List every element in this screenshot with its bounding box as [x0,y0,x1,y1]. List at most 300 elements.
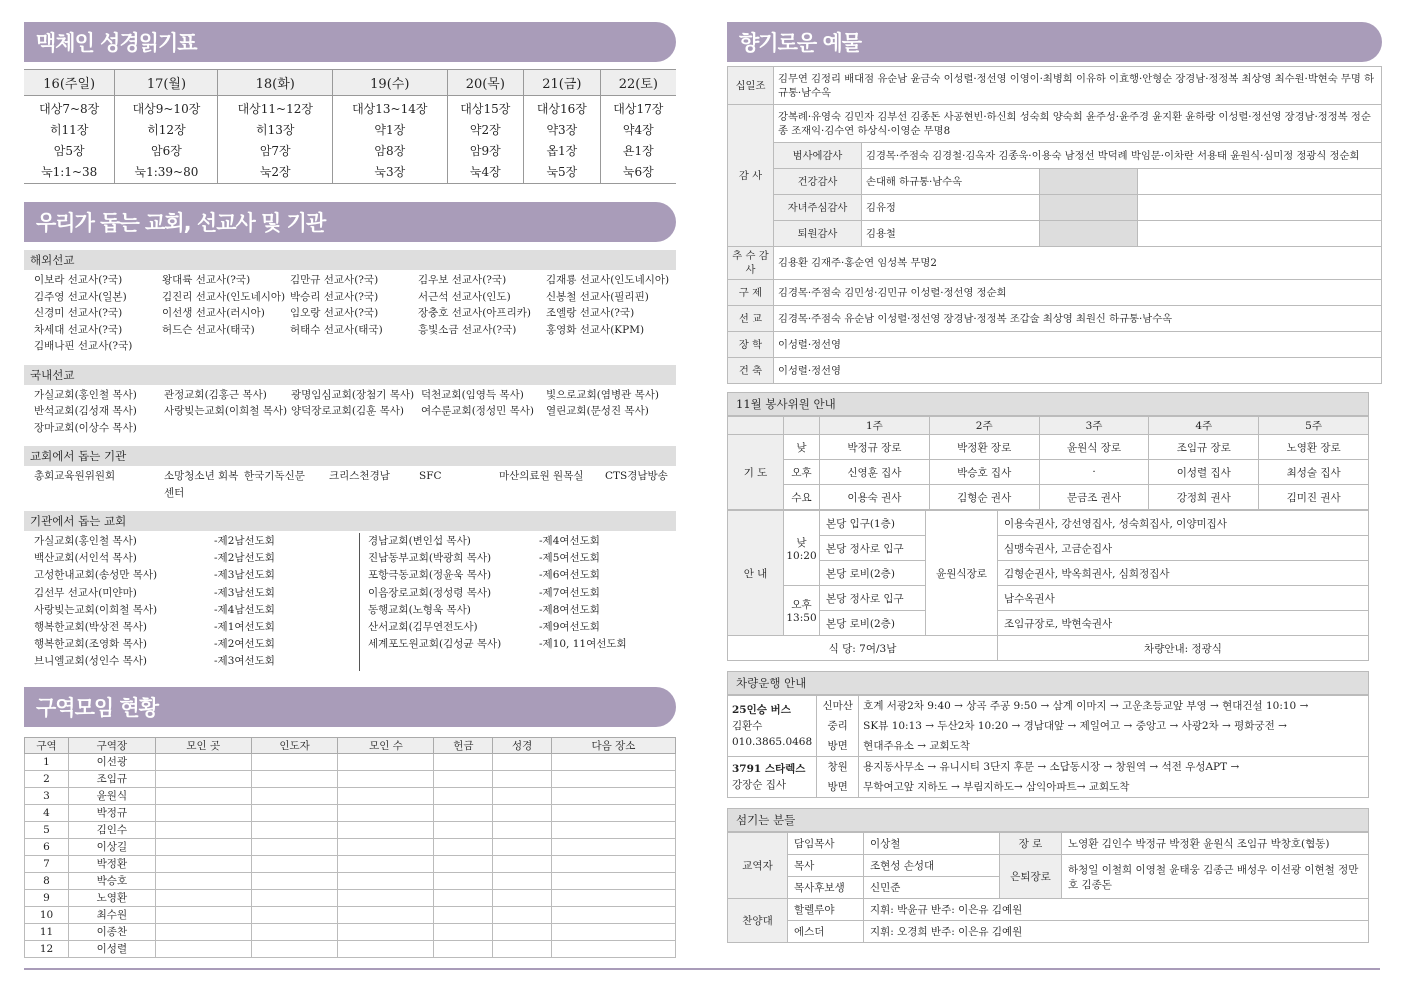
blank-cell [1138,195,1382,221]
region-leader: 노영환 [69,889,156,906]
region-col-header: 다음 장소 [552,737,676,753]
institution-churches-heading: 기관에서 돕는 교회 [24,511,676,531]
table-row [25,940,676,957]
reading-item: 대상7~8장 [39,102,100,116]
bus1-route: 호계 서광2차 9:40 → 상곡 주공 9:50 → 삼계 이마지 → 고운초등교앞 부영 → 현대건설 10:10 → [859,696,1369,717]
prayer-leader: 문금조 권사 [1039,485,1149,510]
missionary-item: 흥빛소금 선교사(?국) [418,323,517,336]
thanks-type: 건강감사 [774,169,862,195]
blank-cell [493,872,552,889]
thanks-type: 범사에감사 [774,143,862,169]
building-label: 건 축 [728,358,774,384]
prayer-leader: 박정환 장로 [929,435,1039,460]
service-time: 수요 [784,485,820,510]
supporting-group: -제7여선도회 [539,586,600,599]
prayer-leader: 신영훈 집사 [820,460,930,485]
missionary-item: 왕대륙 선교사(?국) [162,274,251,286]
blank-cell [552,804,676,821]
blank-cell [784,417,820,435]
region-number: 11 [25,923,69,940]
blank-cell [1138,169,1382,195]
reading-item: 약1장 [374,123,406,137]
region-number: 4 [25,804,69,821]
supported-church [359,653,539,670]
org-item: 마산의료원 원목실 [499,470,584,482]
supporting-group: -제5여선도회 [539,552,600,565]
missionary-item: 조엘랑 선교사(?국) [546,307,635,319]
missionary-item: 장충호 선교사(아프리카) [418,307,531,319]
guide-location: 본당 정사로 입구 [820,536,926,561]
missionary-item: 허태수 선교사(태국) [290,323,383,336]
prayer-leader: 김형순 권사 [929,485,1039,510]
supported-church: 산서교회(김무연전도사) [359,619,539,636]
blank-cell [552,838,676,855]
bus2-info: 3791 스타렉스 강장순 집사 [728,757,817,798]
table-row [25,753,676,770]
guide-names: 심맹숙권사, 고금순집사 [998,536,1369,561]
supported-church: 김선무 선교사(미얀마) [34,586,137,599]
bus1-route: SK뷰 10:13 → 두산2차 10:20 → 경남대앞 → 제일여고 → 중앙고 → 사광2차 → 평화궁전 → [859,716,1369,736]
tithe-label: 십일조 [728,67,774,105]
supported-church: 세계포도원교회(김성균 목사) [359,636,539,653]
blank-cell [251,923,338,940]
blank-cell [251,940,338,957]
relief-label: 구 제 [728,280,774,306]
domestic-church-item: 덕천교회(임영득 목사) [421,388,524,401]
table-row [25,855,676,872]
bus1-area: 중리 [817,716,859,736]
guide-location: 본당 입구(1층) [820,511,926,536]
supported-church: 사랑빚는교회(이희철 목사) [34,603,158,616]
thanks-type-names: 손대해 하규통·남수옥 [862,169,1040,195]
supporting-group: -제6여선도회 [539,569,600,582]
choir-staff: 지휘: 박윤규 반주: 이은유 김예원 [864,899,1369,921]
day-header: 20(목) [447,70,524,96]
region-number: 8 [25,872,69,889]
blank-cell [434,889,493,906]
org-item: 한국기독신문 [244,470,305,482]
prayer-leader: 이용숙 권사 [820,485,930,510]
choir-staff: 지휘: 오경희 반주: 이은유 김예원 [864,921,1369,943]
blank-cell [155,923,251,940]
staff-title: 담임목사 [788,833,864,855]
week-header: 4주 [1149,417,1259,435]
blank-cell [155,787,251,804]
blank-cell [1138,221,1382,247]
blank-cell [155,872,251,889]
table-row [728,460,1369,485]
harvest-names: 김용환 김재주·홍순연 임성복 무명2 [774,247,1382,280]
reading-plan-banner: 맥체인 성경읽기표 [24,22,676,62]
bus1-route: 현대주유소 → 교회도착 [859,736,1369,757]
supported-church: 경남교회(변인섭 목사) [359,533,539,550]
blank-cell [338,770,434,787]
region-number: 12 [25,940,69,957]
blank-cell [251,821,338,838]
region-number: 9 [25,889,69,906]
blank-cell [155,770,251,787]
guide-location: 본당 로비(2층) [820,611,926,636]
prayer-leader: 강정희 권사 [1149,485,1259,510]
blank-cell [251,787,338,804]
domestic-church-item: 열린교회(문성진 목사) [546,405,649,417]
domestic-church-item: 사랑빚는교회(이희철 목사) [164,405,288,417]
blank-cell [251,753,338,770]
reading-item: 암5장 [53,144,85,158]
blank-cell [155,855,251,872]
blank-cell [155,889,251,906]
region-table [24,737,676,958]
reading-item: 대상15장 [460,102,511,116]
org-item: 총회교육원위원회 [34,470,116,482]
day-header: 21(금) [524,70,601,96]
region-col-header: 인도자 [251,737,338,753]
relief-names: 김경목·주점숙 김민성·김민규 이성렬·정선영 정순희 [774,280,1382,306]
blank-cell [493,923,552,940]
blank-cell [1040,221,1138,247]
table-row [25,923,676,940]
support-banner: 우리가 돕는 교회, 선교사 및 기관 [24,202,676,242]
blank-cell [434,753,493,770]
domestic-church-item: 장마교회(이상수 목사) [34,421,137,434]
reading-item: 대상11~12장 [237,102,313,116]
reading-item: 눅2장 [259,165,291,179]
blank-cell [434,838,493,855]
bus1-area: 방면 [817,736,859,757]
reading-item: 눅1:39~80 [134,165,199,179]
tithe-names: 김무연 김정리 배대점 유순남 윤금숙 이성렬·정선영 이영이·최병희 이유하 이효행·안형순 장경남·정정복 최상영 최수원·박현숙 무명 하규통·남수옥 [774,67,1382,105]
mission-names: 김경목·주점숙 유순남 이성렬·정선영 장경남·정정복 조갑술 최상영 최원신 하규통·남수옥 [774,306,1382,332]
blank-cell [251,804,338,821]
org-item: 크리스천경남 [329,470,390,482]
reading-plan-table [24,69,676,184]
region-leader: 김인수 [69,821,156,838]
supporting-group: -제3남선도회 [214,586,275,599]
table-row [728,435,1369,460]
blank-cell [493,838,552,855]
thanks-type-names: 김용철 [862,221,1040,247]
blank-cell [155,821,251,838]
right-column [727,22,1382,943]
supporting-group: -제3남선도회 [214,569,275,582]
blank-cell [493,889,552,906]
blank-cell [338,889,434,906]
region-number: 5 [25,821,69,838]
supporting-group: -제8여선도회 [539,603,600,616]
prayer-leader: 조임규 장로 [1149,435,1259,460]
domestic-church-item: 반석교회(김성재 목사) [34,405,137,417]
reading-item: 대상17장 [613,102,664,116]
day-service-label: 낮 10:20 [784,511,820,586]
prayer-leader: 노영환 장로 [1259,435,1369,460]
blank-cell [434,855,493,872]
retired-elder-label: 은퇴장로 [1000,855,1062,899]
blank-cell [434,872,493,889]
region-number: 7 [25,855,69,872]
region-number: 1 [25,753,69,770]
supported-orgs-heading: 교회에서 돕는 기관 [24,446,676,466]
blank-cell [155,753,251,770]
table-row [25,821,676,838]
staff-label: 교역자 [728,833,788,899]
missionary-item: 김우보 선교사(?국) [418,274,507,286]
table-row [728,485,1369,510]
domestic-church-item: 빛으로교회(염병관 목사) [546,388,659,401]
day-header: 17(월) [115,70,218,96]
missionary-item: 홍영화 선교사(KPM) [546,323,645,336]
table-row [25,787,676,804]
guide-names: 남수옥권사 [998,586,1369,611]
supporting-group [539,653,664,670]
supporting-group: -제2남선도회 [214,535,275,547]
serve-table [727,832,1369,943]
choir-name: 할렐루야 [788,899,864,921]
domestic-mission-list [24,385,676,439]
table-row [25,770,676,787]
blank-cell [434,804,493,821]
missionary-item: 이선생 선교사(러시아) [162,307,265,319]
reading-item: 눅3장 [374,165,406,179]
blank-cell [552,923,676,940]
guide-location: 본당 정사로 입구 [820,586,926,611]
prayer-leader: 박승호 집사 [929,460,1039,485]
blank-cell [552,753,676,770]
staff-name: 신민준 [864,877,1000,899]
reading-item: 눅5장 [546,165,578,179]
supported-church: 진남동부교회(박광희 목사) [359,550,539,567]
reading-cell [218,96,333,184]
service-table [727,416,1369,510]
choir-name: 에스더 [788,921,864,943]
domestic-church-item: 양덕장로교회(김훈 목사) [291,405,404,417]
reading-item: 암9장 [469,144,501,158]
blank-cell [434,787,493,804]
missionary-item: 김배나핀 선교사(?국) [34,340,133,352]
blank-cell [251,889,338,906]
offering-banner: 향기로운 예물 [727,22,1382,62]
blank-cell [552,906,676,923]
overseas-mission-heading: 해외선교 [24,250,676,270]
blank-cell [493,855,552,872]
blank-cell [434,940,493,957]
reading-item: 암6장 [151,144,182,158]
supported-orgs-list [24,466,676,503]
reading-item: 암8장 [374,144,406,158]
thanks-type-names: 김유정 [862,195,1040,221]
blank-cell [434,906,493,923]
reading-cell [115,96,218,184]
blank-cell [434,770,493,787]
reading-item: 대상13~14장 [352,102,428,116]
harvest-label: 추 수 감 사 [728,247,774,280]
blank-cell [338,872,434,889]
supported-church: 가실교회(홍인철 목사) [34,535,137,547]
region-leader: 이상길 [69,838,156,855]
reading-item: 눅6장 [622,165,654,179]
guide-table [727,510,1369,661]
guide-elder: 윤원식장로 [926,511,998,636]
reading-item: 약2장 [469,123,501,137]
domestic-church-item: 관정교회(김홍근 목사) [164,388,267,401]
region-col-header: 구역장 [69,737,156,753]
reading-item: 눅1:1~38 [41,165,98,179]
reading-item: 욘1장 [622,144,654,158]
blank-cell [251,770,338,787]
supporting-group: -제4남선도회 [214,603,275,616]
region-leader: 이종찬 [69,923,156,940]
missionary-item: 이보라 선교사(?국) [34,274,123,286]
blank-cell [493,787,552,804]
bus1-area: 신마산 [817,696,859,717]
institution-churches-list [24,531,676,673]
building-names: 이성렬·정선영 [774,358,1382,384]
region-number: 10 [25,906,69,923]
reading-item: 약4장 [622,123,654,137]
day-header: 22(토) [600,70,676,96]
blank-cell [493,940,552,957]
blank-cell [251,872,338,889]
domestic-church-item: 여수룬교회(정성민 목사) [421,405,534,417]
table-row [25,804,676,821]
region-leader: 최수원 [69,906,156,923]
missionary-item: 임오랑 선교사(?국) [290,307,379,319]
bus2-route: 무학여고앞 지하도 → 부림지하도→ 삼익아파트→ 교회도착 [859,777,1369,798]
reading-item: 히11장 [49,123,89,137]
region-leader: 박정규 [69,804,156,821]
reading-item: 암7장 [259,144,291,158]
domestic-mission-heading: 국내선교 [24,365,676,385]
retired-elder-names: 하청일 이철희 이영철 윤태웅 김종근 배성우 이선광 이현철 정만호 김종돈 [1062,855,1369,899]
prayer-leader: 윤원식 장로 [1039,435,1149,460]
car-table [727,695,1369,798]
scholarship-names: 이성렬·정선영 [774,332,1382,358]
bus2-route: 용지동사무소 → 유니시티 3단지 후문 → 소답동시장 → 창원역 → 석전 우성APT → [859,757,1369,778]
region-leader: 박정환 [69,855,156,872]
missionary-item: 박승리 선교사(?국) [290,290,379,303]
thanks-type-names: 김경목·주점숙 김경철·김옥자 김종욱·이용숙 남정선 박덕례 박임문·이차란 서용태 윤원식·심미정 정광식 정순희 [862,143,1382,169]
week-header: 2주 [929,417,1039,435]
blank-cell [552,855,676,872]
blank-cell [338,838,434,855]
domestic-church-item: 광명임심교회(장첨기 목사) [291,388,415,401]
choir-label: 찬양대 [728,899,788,943]
region-leader: 조임규 [69,770,156,787]
prayer-leader: · [1039,460,1149,485]
reading-cell [447,96,524,184]
blank-cell [338,753,434,770]
region-col-header: 구역 [25,737,69,753]
supporting-group: -제3여선도회 [214,655,275,668]
table-row [25,906,676,923]
reading-item: 약3장 [546,123,578,137]
supported-church: 동행교회(노형욱 목사) [359,602,539,619]
guide-names: 김형순권사, 박옥희권사, 심희정집사 [998,561,1369,586]
scholarship-label: 장 학 [728,332,774,358]
org-item: SFC [419,470,442,482]
supporting-group: -제10, 11여선도회 [539,638,627,651]
blank-cell [552,787,676,804]
blank-cell [552,770,676,787]
overseas-mission-list [24,270,676,357]
thanks-type: 퇴원감사 [774,221,862,247]
bus2-area: 방면 [817,777,859,798]
week-header: 1주 [820,417,930,435]
region-col-header: 모인 수 [338,737,434,753]
service-time: 오후 [784,460,820,485]
reading-cell [600,96,676,184]
blank-cell [338,821,434,838]
missionary-item: 신봉철 선교사(필리핀) [546,290,649,303]
reading-item: 대상9~10장 [132,102,201,116]
staff-title: 목사 [788,855,864,877]
blank-cell [552,872,676,889]
blank-cell [552,889,676,906]
blank-cell [338,923,434,940]
prayer-leader: 최성술 집사 [1259,460,1369,485]
thanks-type: 자녀주심감사 [774,195,862,221]
region-leader: 이선광 [69,753,156,770]
blank-cell [155,838,251,855]
blank-cell [493,906,552,923]
guide-names: 조임규장로, 박현숙권사 [998,611,1369,636]
supporting-group: -제1여선도회 [214,621,275,634]
blank-cell [338,855,434,872]
supported-church: 고성한내교회(송성만 목사) [34,569,158,582]
blank-cell [552,940,676,957]
region-col-header: 모인 곳 [155,737,251,753]
region-col-header: 헌금 [434,737,493,753]
blank-cell [155,906,251,923]
missionary-item: 김만규 선교사(?국) [290,274,379,286]
domestic-church-item: 가실교회(홍인철 목사) [34,388,137,401]
guide-names: 이용숙권사, 강선영집사, 성숙희집사, 이양미집사 [998,511,1369,536]
blank-cell [728,417,784,435]
blank-cell [251,906,338,923]
blank-cell [251,855,338,872]
blank-cell [434,923,493,940]
reading-item: 히13장 [256,123,295,137]
missionary-item: 차세대 선교사(?국) [34,323,123,336]
supported-church: 포항극동교회(정윤욱 목사) [359,567,539,584]
supporting-group: -제2여선도회 [214,638,275,651]
prayer-label: 기 도 [728,435,784,510]
blank-cell [493,770,552,787]
table-row [25,872,676,889]
blank-cell [493,821,552,838]
meal-info: 식 당: 7여/3남 [728,636,998,661]
supported-church: 행복한교회(박상전 목사) [34,621,147,634]
org-item: 소망청소년 회복센터 [164,470,239,499]
reading-item: 대상16장 [536,102,587,116]
supporting-group: -제4여선도회 [539,535,600,547]
table-row [25,838,676,855]
missionary-item: 김재룡 선교사(인도네시아) [546,274,670,286]
blank-cell [434,821,493,838]
footer-divider [24,968,1380,970]
supported-church: 행복한교회(조영화 목사) [34,638,147,651]
left-column [24,22,676,958]
supported-church: 백산교회(서인석 목사) [34,552,137,565]
region-number: 3 [25,787,69,804]
missionary-item: 신경미 선교사(?국) [34,307,123,319]
guide-location: 본당 로비(2층) [820,561,926,586]
elder-names: 노영환 김인수 박정규 박정환 윤원식 조임규 박창호(협동) [1062,833,1369,855]
thanks-label: 감 사 [728,105,774,247]
day-header: 18(화) [218,70,333,96]
region-leader: 이성렬 [69,940,156,957]
staff-name: 이상철 [864,833,1000,855]
region-col-header: 성경 [493,737,552,753]
